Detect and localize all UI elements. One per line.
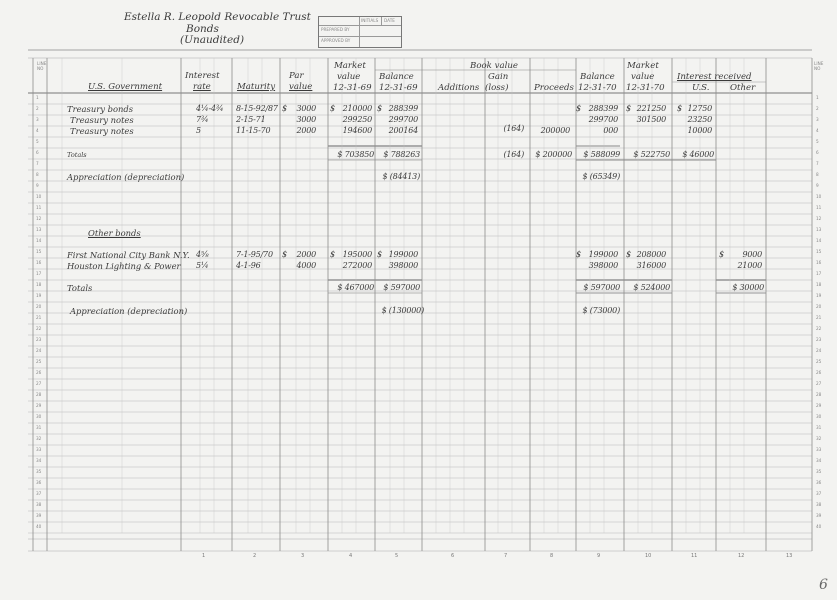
line-number-right: 28 xyxy=(816,392,822,397)
other-row-1-mkt70-prefix: $ xyxy=(626,250,631,259)
other-row-1-int-other: 9000 xyxy=(742,250,762,259)
other-row-1-par: 2000 xyxy=(296,250,316,259)
us-row-3-bal69: 200164 xyxy=(388,126,418,135)
col-heading-par-2: value xyxy=(289,82,313,92)
column-number: 9 xyxy=(597,553,601,559)
line-number-right: 16 xyxy=(816,260,822,265)
line-number-left: 4 xyxy=(36,128,39,133)
line-number-right: 2 xyxy=(816,106,819,111)
us-totals-int-us: $ 46000 xyxy=(682,150,714,159)
us-row-1-mkt69-prefix: $ xyxy=(330,104,335,113)
line-number-right: 12 xyxy=(816,216,822,221)
us-row-3-int-us: 10000 xyxy=(687,126,712,135)
col-heading-par-1: Par xyxy=(289,71,304,81)
us-row-2-desc: Treasury notes xyxy=(70,115,134,125)
line-number-left: 1 xyxy=(36,95,39,100)
line-number-left: 36 xyxy=(36,480,42,485)
line-number-left: 26 xyxy=(36,370,42,375)
line-number-left: 29 xyxy=(36,403,42,408)
us-row-3-rate: 5 xyxy=(196,126,201,135)
column-number: 13 xyxy=(786,553,793,559)
line-number-right: 8 xyxy=(816,172,819,177)
line-number-left: 20 xyxy=(36,304,42,309)
line-number-right: 38 xyxy=(816,502,822,507)
col-heading-market69-2: value xyxy=(337,72,361,82)
us-row-3-gain: (164) xyxy=(503,124,524,133)
line-number-left: 19 xyxy=(36,293,42,298)
other-totals-mkt69: $ 467000 xyxy=(337,283,374,292)
other-row-1-mkt69-prefix: $ xyxy=(330,250,335,259)
line-number-left: 15 xyxy=(36,249,42,254)
stamp-approved-by-label: APPROVED BY xyxy=(321,38,351,43)
other-appreciation-bal70: $ (73000) xyxy=(582,306,620,315)
line-number-right: 40 xyxy=(816,524,822,529)
sheet-unaudited-note: (Unaudited) xyxy=(180,34,245,46)
us-row-2-mkt70: 301500 xyxy=(636,115,666,124)
line-number-right: 14 xyxy=(816,238,822,243)
us-row-1-bal69: 288399 xyxy=(388,104,418,113)
us-row-2-int-us: 23250 xyxy=(687,115,712,124)
line-number-left: 34 xyxy=(36,458,42,463)
col-heading-interest-1: Interest xyxy=(185,71,220,81)
line-number-left: 23 xyxy=(36,337,42,342)
col-heading-us-government: U.S. Government xyxy=(88,82,163,92)
other-row-2-desc: Houston Lighting & Power xyxy=(67,261,181,271)
column-number: 2 xyxy=(253,553,257,559)
line-number-right: 21 xyxy=(816,315,822,320)
sheet-subtitle: Bonds xyxy=(186,23,219,35)
line-number-left: 37 xyxy=(36,491,42,496)
line-number-right: 7 xyxy=(816,161,819,166)
line-number-left: 6 xyxy=(36,150,39,155)
line-number-left: 13 xyxy=(36,227,42,232)
line-number-right: 36 xyxy=(816,480,822,485)
us-row-3-bal70: 000 xyxy=(603,126,618,135)
page-number-mark: 6 xyxy=(819,577,828,593)
line-number-left: 5 xyxy=(36,139,39,144)
line-number-left: 2 xyxy=(36,106,39,111)
other-row-1-int-other-prefix: $ xyxy=(719,250,724,259)
column-number: 1 xyxy=(202,553,206,559)
col-heading-additions: Additions xyxy=(438,83,480,93)
line-number-right: 37 xyxy=(816,491,822,496)
line-number-left: 31 xyxy=(36,425,42,430)
col-heading-gain-2: (loss) xyxy=(485,83,509,93)
us-row-1-par: 3000 xyxy=(296,104,316,113)
stamp-initials-label: INITIALS xyxy=(361,18,379,23)
other-row-2-rate: 5¼ xyxy=(196,261,209,270)
line-number-left: 28 xyxy=(36,392,42,397)
other-bonds-heading: Other bonds xyxy=(88,228,141,238)
other-totals-int-other: $ 30000 xyxy=(732,283,764,292)
line-number-left: 32 xyxy=(36,436,42,441)
us-row-3-maturity: 11-15-70 xyxy=(236,126,271,135)
us-row-2-rate: 7¾ xyxy=(196,115,209,124)
us-totals-gain: (164) xyxy=(503,150,524,159)
us-row-2-bal70: 299700 xyxy=(588,115,618,124)
col-heading-maturity: Maturity xyxy=(237,82,276,92)
other-row-1-maturity: 7-1-95/70 xyxy=(236,250,273,259)
column-number: 4 xyxy=(349,553,353,559)
line-number-right: 1 xyxy=(816,95,819,100)
line-number-right: 18 xyxy=(816,282,822,287)
us-row-1-rate: 4¼-4¾ xyxy=(196,104,224,113)
line-number-left: 38 xyxy=(36,502,42,507)
line-number-right: 3 xyxy=(816,117,819,122)
line-number-left: 8 xyxy=(36,172,39,177)
us-row-1-maturity: 8-15-92/87 xyxy=(236,104,278,113)
column-number: 6 xyxy=(451,553,455,559)
other-totals-label: Totals xyxy=(67,283,93,293)
line-number-right: 4 xyxy=(816,128,819,133)
us-row-1-bal70-prefix: $ xyxy=(576,104,581,113)
line-number-left: 16 xyxy=(36,260,42,265)
line-number-right: 32 xyxy=(816,436,822,441)
us-appreciation-bal69: $ (84413) xyxy=(382,172,420,181)
line-number-right: 9 xyxy=(816,183,819,188)
other-row-2-mkt69: 272000 xyxy=(342,261,372,270)
line-number-right: 35 xyxy=(816,469,822,474)
other-row-2-maturity: 4-1-96 xyxy=(236,261,261,270)
line-number-left: 22 xyxy=(36,326,42,331)
column-number: 10 xyxy=(645,553,652,559)
us-totals-bal70: $ 588099 xyxy=(583,150,620,159)
stamp-prepared-by-label: PREPARED BY xyxy=(321,27,350,32)
other-row-2-mkt70: 316000 xyxy=(636,261,666,270)
line-number-right: 23 xyxy=(816,337,822,342)
other-totals-bal69: $ 597000 xyxy=(383,283,420,292)
other-row-1-bal70: 199000 xyxy=(588,250,618,259)
column-number: 8 xyxy=(550,553,554,559)
other-row-1-bal69-prefix: $ xyxy=(377,250,382,259)
line-number-left: 10 xyxy=(36,194,42,199)
us-appreciation-label: Appreciation (depreciation) xyxy=(67,172,185,182)
other-appreciation-bal69: $ (130000) xyxy=(381,306,424,315)
line-number-left: 14 xyxy=(36,238,42,243)
column-number: 12 xyxy=(738,553,745,559)
col-heading-balance70-2: 12-31-70 xyxy=(578,83,617,93)
line-number-right: 20 xyxy=(816,304,822,309)
us-totals-bal69: $ 788263 xyxy=(383,150,420,159)
col-heading-balance70-1: Balance xyxy=(580,72,615,82)
stamp-date-label: DATE xyxy=(384,18,395,23)
other-totals-mkt70: $ 524000 xyxy=(633,283,670,292)
line-number-left: 7 xyxy=(36,161,39,166)
us-row-3-proceeds: 200000 xyxy=(540,126,570,135)
line-number-right: 11 xyxy=(816,205,822,210)
other-row-1-mkt69: 195000 xyxy=(342,250,372,259)
col-heading-int-us: U.S. xyxy=(692,83,710,93)
other-row-1-bal70-prefix: $ xyxy=(576,250,581,259)
sheet-title: Estella R. Leopold Revocable Trust xyxy=(124,11,311,23)
line-number-right: 17 xyxy=(816,271,822,276)
line-number-right: 19 xyxy=(816,293,822,298)
line-number-right: 22 xyxy=(816,326,822,331)
line-number-right: 25 xyxy=(816,359,822,364)
other-row-1-bal69: 199000 xyxy=(388,250,418,259)
line-number-right: 26 xyxy=(816,370,822,375)
other-appreciation-label: Appreciation (depreciation) xyxy=(70,306,188,316)
other-row-2-par: 4000 xyxy=(296,261,316,270)
line-number-right: 24 xyxy=(816,348,822,353)
us-row-2-par: 3000 xyxy=(296,115,316,124)
us-totals-mkt70: $ 522750 xyxy=(633,150,670,159)
line-number-left: 35 xyxy=(36,469,42,474)
other-row-1-desc: First National City Bank N.Y. xyxy=(67,250,190,260)
col-heading-interest-received: Interest received xyxy=(677,72,752,82)
col-heading-market69-3: 12-31-69 xyxy=(333,83,372,93)
us-row-1-mkt69: 210000 xyxy=(342,104,372,113)
col-heading-market69-1: Market xyxy=(334,61,366,71)
us-row-1-bal70: 288399 xyxy=(588,104,618,113)
line-number-right: 29 xyxy=(816,403,822,408)
line-number-left: 21 xyxy=(36,315,42,320)
column-number: 11 xyxy=(691,553,698,559)
us-row-2-mkt69: 299250 xyxy=(342,115,372,124)
line-number-right: 6 xyxy=(816,150,819,155)
us-row-1-mkt70-prefix: $ xyxy=(626,104,631,113)
line-number-left: 25 xyxy=(36,359,42,364)
line-number-label-right: LINE NO xyxy=(814,61,824,71)
other-row-2-bal69: 398000 xyxy=(388,261,418,270)
line-number-left: 18 xyxy=(36,282,42,287)
other-row-1-mkt70: 208000 xyxy=(636,250,666,259)
column-number: 3 xyxy=(301,553,305,559)
line-number-left: 9 xyxy=(36,183,39,188)
us-row-3-par: 2000 xyxy=(296,126,316,135)
line-number-left: 39 xyxy=(36,513,42,518)
line-number-right: 30 xyxy=(816,414,822,419)
us-appreciation-bal70: $ (65349) xyxy=(582,172,620,181)
col-heading-book-value: Book value xyxy=(470,61,518,71)
us-row-1-int-us: 12750 xyxy=(687,104,712,113)
line-number-right: 34 xyxy=(816,458,822,463)
line-number-right: 39 xyxy=(816,513,822,518)
us-row-2-bal69: 299700 xyxy=(388,115,418,124)
column-number: 7 xyxy=(504,553,508,559)
us-totals-label: Totals xyxy=(67,151,87,159)
us-row-3-desc: Treasury notes xyxy=(70,126,134,136)
col-heading-proceeds: Proceeds xyxy=(534,83,574,93)
line-number-right: 27 xyxy=(816,381,822,386)
us-row-3-mkt69: 194600 xyxy=(342,126,372,135)
line-number-left: 40 xyxy=(36,524,42,529)
line-number-left: 3 xyxy=(36,117,39,122)
col-heading-balance69-2: 12-31-69 xyxy=(379,83,418,93)
us-totals-proceeds: $ 200000 xyxy=(535,150,572,159)
us-row-2-maturity: 2-15-71 xyxy=(236,115,266,124)
us-row-1-desc: Treasury bonds xyxy=(67,104,134,114)
col-heading-market70-3: 12-31-70 xyxy=(626,83,665,93)
column-number: 5 xyxy=(395,553,399,559)
us-row-1-mkt70: 221250 xyxy=(636,104,666,113)
line-number-left: 12 xyxy=(36,216,42,221)
other-row-1-par-prefix: $ xyxy=(282,250,287,259)
line-number-left: 27 xyxy=(36,381,42,386)
us-row-1-bal69-prefix: $ xyxy=(377,104,382,113)
other-row-2-bal70: 398000 xyxy=(588,261,618,270)
line-number-left: 24 xyxy=(36,348,42,353)
line-number-right: 10 xyxy=(816,194,822,199)
line-number-right: 13 xyxy=(816,227,822,232)
line-number-left: 33 xyxy=(36,447,42,452)
col-heading-interest-2: rate xyxy=(193,82,211,92)
line-number-right: 33 xyxy=(816,447,822,452)
us-totals-mkt69: $ 703850 xyxy=(337,150,374,159)
col-heading-balance69-1: Balance xyxy=(379,72,414,82)
line-number-label-left: LINE NO xyxy=(37,61,47,71)
line-number-left: 17 xyxy=(36,271,42,276)
line-number-left: 30 xyxy=(36,414,42,419)
us-row-1-int-us-prefix: $ xyxy=(677,104,682,113)
other-totals-bal70: $ 597000 xyxy=(583,283,620,292)
line-number-right: 5 xyxy=(816,139,819,144)
us-row-1-par-prefix: $ xyxy=(282,104,287,113)
col-heading-market70-2: value xyxy=(631,72,655,82)
line-number-right: 15 xyxy=(816,249,822,254)
line-number-left: 11 xyxy=(36,205,42,210)
col-heading-market70-1: Market xyxy=(627,61,659,71)
other-row-2-int-other: 21000 xyxy=(737,261,762,270)
preparer-stamp xyxy=(318,16,402,48)
line-number-right: 31 xyxy=(816,425,822,430)
col-heading-gain-1: Gain xyxy=(488,72,509,82)
col-heading-int-other: Other xyxy=(730,83,756,93)
other-row-1-rate: 4⅝ xyxy=(196,250,209,259)
